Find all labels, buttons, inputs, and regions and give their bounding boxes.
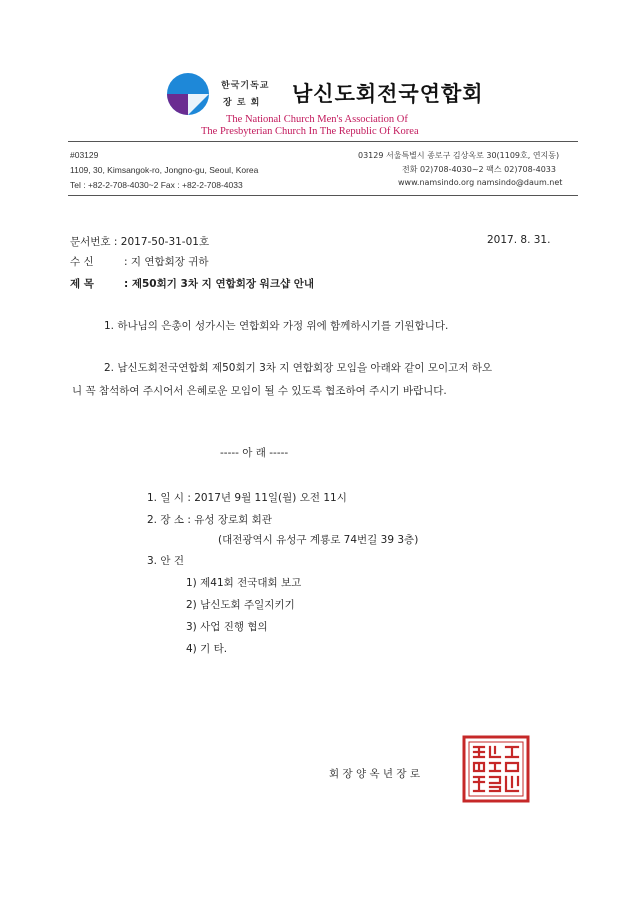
document-date: 2017. 8. 31. bbox=[487, 234, 551, 246]
document-number: 문서번호 : 2017-50-31-01호 bbox=[70, 236, 210, 248]
notice-heading: ----- 아 래 ----- bbox=[220, 447, 289, 459]
address-right-line3: www.namsindo.org namsindo@daum.net bbox=[398, 178, 563, 187]
agenda-item: 2) 남신도회 주일지키기 bbox=[186, 599, 295, 611]
recipient-label: 수 신 bbox=[70, 256, 94, 268]
agenda-item: 4) 기 타. bbox=[186, 643, 228, 655]
org-small-line1: 한국기독교 bbox=[221, 81, 270, 91]
notice-item-agenda: 3. 안 건 bbox=[147, 555, 184, 567]
recipient-value: : 지 연합회장 귀하 bbox=[124, 256, 209, 268]
org-small-line2: 장 로 회 bbox=[223, 98, 261, 108]
address-left-line1: #03129 bbox=[70, 150, 99, 160]
address-left-line3: Tel : +82-2-708-4030~2 Fax : +82-2-708-4033 bbox=[70, 180, 243, 190]
notice-item-place: 2. 장 소 : 유성 장로회 회관 bbox=[147, 514, 272, 526]
subject-value: : 제50회기 3차 지 연합회장 워크샵 안내 bbox=[124, 278, 315, 290]
subject-label: 제 목 bbox=[70, 278, 94, 290]
agenda-item: 1) 제41회 전국대회 보고 bbox=[186, 577, 302, 589]
paragraph-2-line1: 2. 남신도회전국연합회 제50회기 3차 지 연합회장 모임을 아래와 같이 모이고저 하오 bbox=[104, 362, 493, 374]
agenda-item: 3) 사업 진행 협의 bbox=[186, 621, 268, 633]
address-right-line2: 전화 02)708-4030~2 팩스 02)708-4033 bbox=[402, 165, 556, 174]
address-left-line2: 1109, 30, Kimsangok-ro, Jongno-gu, Seoul, Korea bbox=[70, 165, 259, 175]
org-name: 남신도회전국연합회 bbox=[292, 81, 484, 106]
official-seal-icon bbox=[462, 735, 530, 803]
address-divider bbox=[68, 195, 578, 196]
address-right-line1: 03129 서울특별시 종로구 김상옥로 30(1109호, 연지동) bbox=[358, 151, 560, 160]
notice-item-place-address: (대전광역시 유성구 계룡로 74번길 39 3층) bbox=[218, 534, 419, 546]
notice-item-date: 1. 일 시 : 2017년 9월 11일(월) 오전 11시 bbox=[147, 492, 347, 504]
english-title-line1: The National Church Men's Association Of bbox=[226, 114, 408, 125]
signature-title: 회 장 양 옥 년 장 로 bbox=[329, 768, 421, 780]
paragraph-2-line2: 니 꼭 참석하여 주시어서 은혜로운 모임이 될 수 있도록 협조하여 주시기 바랍니다. bbox=[72, 385, 447, 397]
header-divider bbox=[68, 141, 578, 142]
paragraph-1: 1. 하나님의 은총이 성가시는 연합회와 가정 위에 함께하시기를 기원합니다. bbox=[104, 320, 449, 332]
circle-logo-icon bbox=[166, 72, 210, 116]
english-title-line2: The Presbyterian Church In The Republic Of Korea bbox=[201, 126, 419, 137]
